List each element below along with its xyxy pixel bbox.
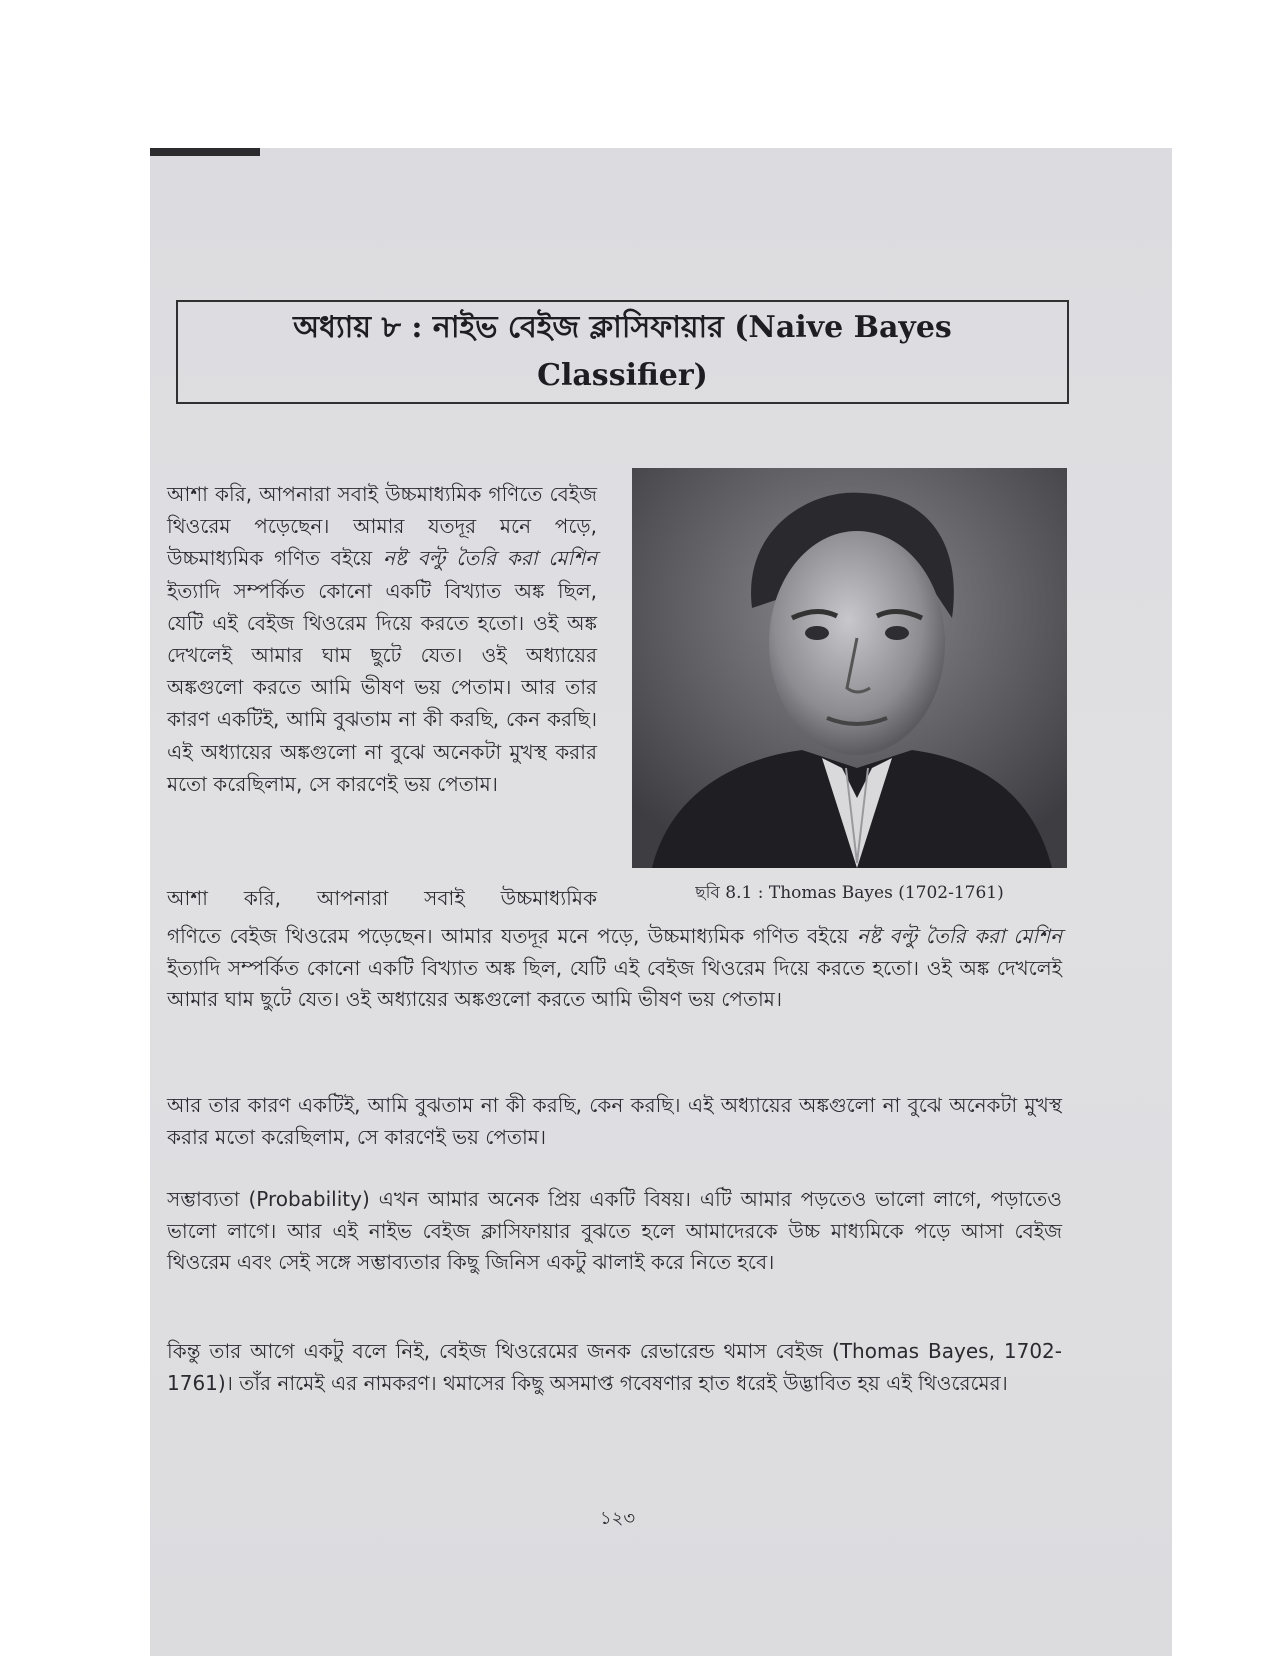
page-edge-shadow	[150, 148, 260, 156]
paragraph-5: কিন্তু তার আগে একটু বলে নিই, বেইজ থিওরেমের জনক রেভারেন্ড থমাস বেইজ (Thomas Bayes, 1702-1761)। তাঁর নামেই এর নামকরণ। থমাসের কিছু অসমাপ্ত গবেষণার হাত ধরেই উদ্ভাবিত হয় এই থিওরেমের।	[167, 1339, 1062, 1395]
intro-text-before: আশা করি, আপনারা সবাই উচ্চমাধ্যমিক গণিতে বেইজ থিওরেম পড়েছেন। আমার যতদূর মনে পড়ে, উচ্চমাধ্যমিক গণিত বইয়ে	[167, 482, 597, 571]
intro-emphasis: নষ্ট বল্টু তৈরি করা মেশিন	[382, 546, 598, 571]
book-page	[150, 148, 1172, 1656]
chapter-title: অধ্যায় ৮ : নাইভ বেইজ ক্লাসিফায়ার (Naive Bayes Classifier)	[293, 310, 952, 393]
intro-text-after: ইত্যাদি সম্পর্কিত কোনো একটি বিখ্যাত অঙ্ক ছিল, যেটি এই বেইজ থিওরেম দিয়ে করতে হতো। ওই অঙ্ক দেখলেই আমার ঘাম ছুটে যেত। ওই অধ্যায়ের অঙ্কগুলো করতে আমি ভীষণ ভয় পেতাম। আর তার কারণ একটিই, আমি বুঝতাম না কী করছি, কেন করছি। এই অধ্যায়ের অঙ্কগুলো না বুঝে অনেকটা মুখস্থ করার মতো করেছিলাম, সে কারণেই ভয় পেতাম।	[167, 578, 597, 796]
paragraph-3: আর তার কারণ একটিই, আমি বুঝতাম না কী করছি, কেন করছি। এই অধ্যায়ের অঙ্কগুলো না বুঝে অনেকটা মুখস্থ করার মতো করেছিলাম, সে কারণেই ভয় পেতাম।	[167, 1093, 1062, 1149]
paragraph-4: সম্ভাব্যতা (Probability) এখন আমার অনেক প্রিয় একটি বিষয়। এটি আমার পড়তেও ভালো লাগে, পড়াতেও ভালো লাগে। আর এই নাইভ বেইজ ক্লাসিফায়ার বুঝতে হলে আমাদেরকে উচ্চ মাধ্যমিকে পড়ে আসা বেইজ থিওরেম এবং সেই সঙ্গে সম্ভাব্যতার কিছু জিনিস একটু ঝালাই করে নিতে হবে।	[167, 1187, 1062, 1274]
paragraph-2-lead: আশা করি, আপনারা সবাই উচ্চমাধ্যমিক	[167, 886, 597, 910]
chapter-title-box	[176, 300, 1069, 404]
figure-caption: ছবি 8.1 : Thomas Bayes (1702-1761)	[695, 883, 1004, 903]
portrait-thomas-bayes	[632, 468, 1067, 868]
paragraph-2-text-after: ইত্যাদি সম্পর্কিত কোনো একটি বিখ্যাত অঙ্ক ছিল, যেটি এই বেইজ থিওরেম দিয়ে করতে হতো। ওই অঙ্ক দেখলেই আমার ঘাম ছুটে যেত। ওই অধ্যায়ের অঙ্কগুলো করতে আমি ভীষণ ভয় পেতাম।	[167, 955, 1062, 1011]
paragraph-2-text-before: গণিতে বেইজ থিওরেম পড়েছেন। আমার যতদূর মনে পড়ে, উচ্চমাধ্যমিক গণিত বইয়ে	[167, 924, 857, 948]
intro-paragraph	[167, 478, 597, 800]
portrait-illustration	[632, 468, 1067, 868]
paragraph-2-emphasis: নষ্ট বল্টু তৈরি করা মেশিন	[857, 924, 1063, 948]
page-number: ১২৩	[599, 1508, 636, 1529]
paragraph-2	[167, 921, 1062, 1016]
